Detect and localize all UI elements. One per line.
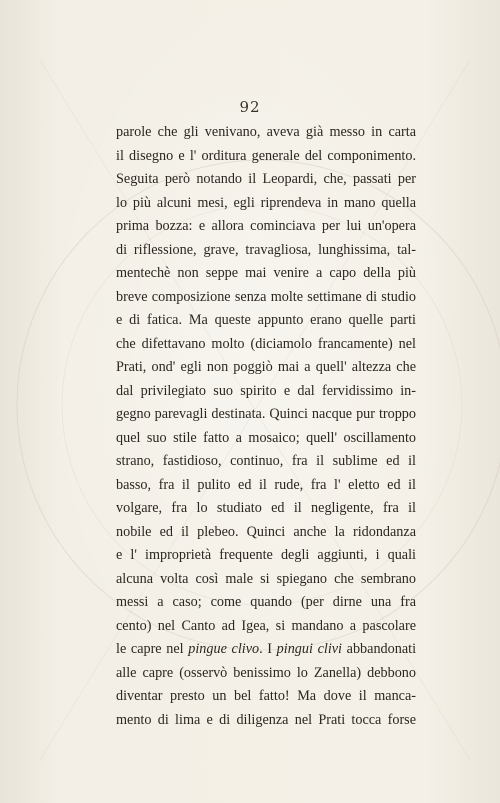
text-line: dal privilegiato suo spirito e dal fervidissimo in- — [116, 382, 416, 399]
page-number: 92 — [239, 98, 261, 116]
italic-phrase: pingui clivi — [276, 641, 343, 657]
text-line: breve composizione senza molte settimane di studio — [116, 288, 416, 305]
text-line: alle capre (osservò benissimo lo Zanella) debbono — [116, 664, 416, 681]
text-line: messi a caso; come quando (per dirne una fra — [116, 594, 416, 610]
text-line: Prati, ond' egli non poggiò mai a quell' altezza che — [116, 359, 416, 375]
text-line: mento di lima e di diligenza nel Prati tocca forse — [116, 711, 416, 728]
text-line: che difettavano molto (diciamolo francamente) nel — [116, 335, 416, 352]
body-text — [116, 121, 416, 732]
text-line: lo più alcuni mesi, egli riprendeva in mano quella — [116, 194, 416, 211]
text-line: nobile ed il plebeo. Quinci anche la ridondanza — [116, 523, 416, 540]
text-line: strano, fastidioso, continuo, fra il sublime ed il — [116, 453, 416, 469]
text-line: cento) nel Canto ad Igea, si mandano a pascolare — [116, 617, 416, 634]
text-line: gegno parevagli destinata. Quinci nacque pur troppo — [116, 406, 416, 422]
text-line: le capre nel pingue clivo. I pingui clivi abbandonati — [116, 641, 417, 657]
text-line: volgare, fra lo studiato ed il negligente, fra il — [116, 500, 416, 516]
text-line: prima bozza: e allora cominciava per lui un'opera — [116, 218, 416, 234]
text-line: diventar presto un bel fatto! Ma dove il manca- — [116, 688, 416, 704]
text-line: e l' improprietà frequente degli aggiunti, i quali — [116, 547, 416, 563]
text-line: Seguita però notando il Leopardi, che, passati per — [116, 171, 416, 187]
text-line: quel suo stile fatto a mosaico; quell' oscillamento — [116, 429, 416, 446]
text-line: basso, fra il pulito ed il rude, fra l' eletto ed il — [116, 476, 416, 493]
italic-phrase: pingue clivo — [188, 641, 260, 657]
text-line: alcuna volta così male si spiegano che sembrano — [116, 570, 416, 587]
text-line: e di fatica. Ma queste appunto erano quelle parti — [116, 312, 416, 328]
text-line: il disegno e l' orditura generale del componimento. — [116, 147, 416, 164]
text-line: parole che gli venivano, aveva già messo in carta — [116, 124, 416, 140]
text-line: mentechè non seppe mai venire a capo della più — [116, 265, 416, 281]
text-line: di riflessione, grave, travagliosa, lunghissima, tal- — [116, 241, 416, 258]
